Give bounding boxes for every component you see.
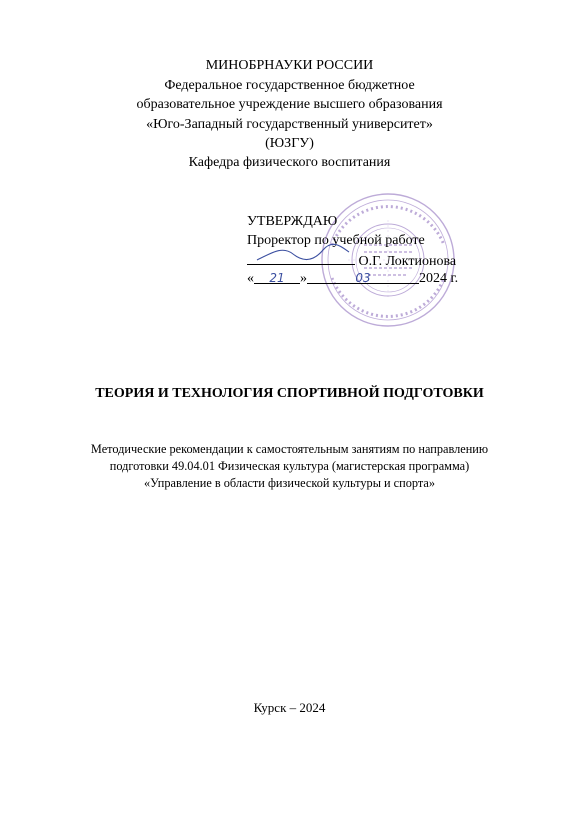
header-line-5: (ЮЗГУ) [265, 136, 314, 152]
header-line-2: Федеральное государственное бюджетное [164, 77, 415, 93]
approver-position: Проректор по учебной работе [247, 233, 425, 248]
date-day: 21 [269, 271, 285, 285]
signature-line [247, 250, 487, 269]
header-line-1: МИНОБРНАУКИ РОССИИ [205, 58, 374, 73]
description-line-2: подготовки 49.04.01 Физическая культура (магистерская программа) [109, 459, 470, 473]
department-name: Кафедра физического воспитания [188, 155, 391, 170]
signature-mark [253, 242, 353, 264]
description-line-1: Методические рекомендации к самостоятельным занятиям по направлению [90, 442, 489, 456]
date-close-quote: » [300, 271, 307, 286]
approval-heading: УТВЕРЖДАЮ [247, 214, 338, 229]
header-line-3: образовательное учреждение высшего образования [136, 97, 443, 113]
approval-date [247, 269, 487, 288]
description-line-3: «Управление в области физической культуры и спорта» [144, 476, 435, 490]
city-year-footer: Курск – 2024 [253, 700, 326, 715]
approval-block [247, 212, 487, 288]
approver-name: О.Г. Локтионова [358, 254, 457, 269]
date-open-quote: « [247, 271, 254, 286]
header-line-4: «Юго-Западный государственный университет» [146, 116, 433, 132]
date-month: 03 [355, 271, 371, 285]
date-year: 2024 г. [419, 271, 459, 286]
document-title: ТЕОРИЯ И ТЕХНОЛОГИЯ СПОРТИВНОЙ ПОДГОТОВКИ [95, 386, 484, 401]
date-day-field [254, 269, 300, 284]
document-description [0, 441, 579, 492]
date-month-field [307, 269, 419, 284]
ministry-header [0, 56, 579, 154]
